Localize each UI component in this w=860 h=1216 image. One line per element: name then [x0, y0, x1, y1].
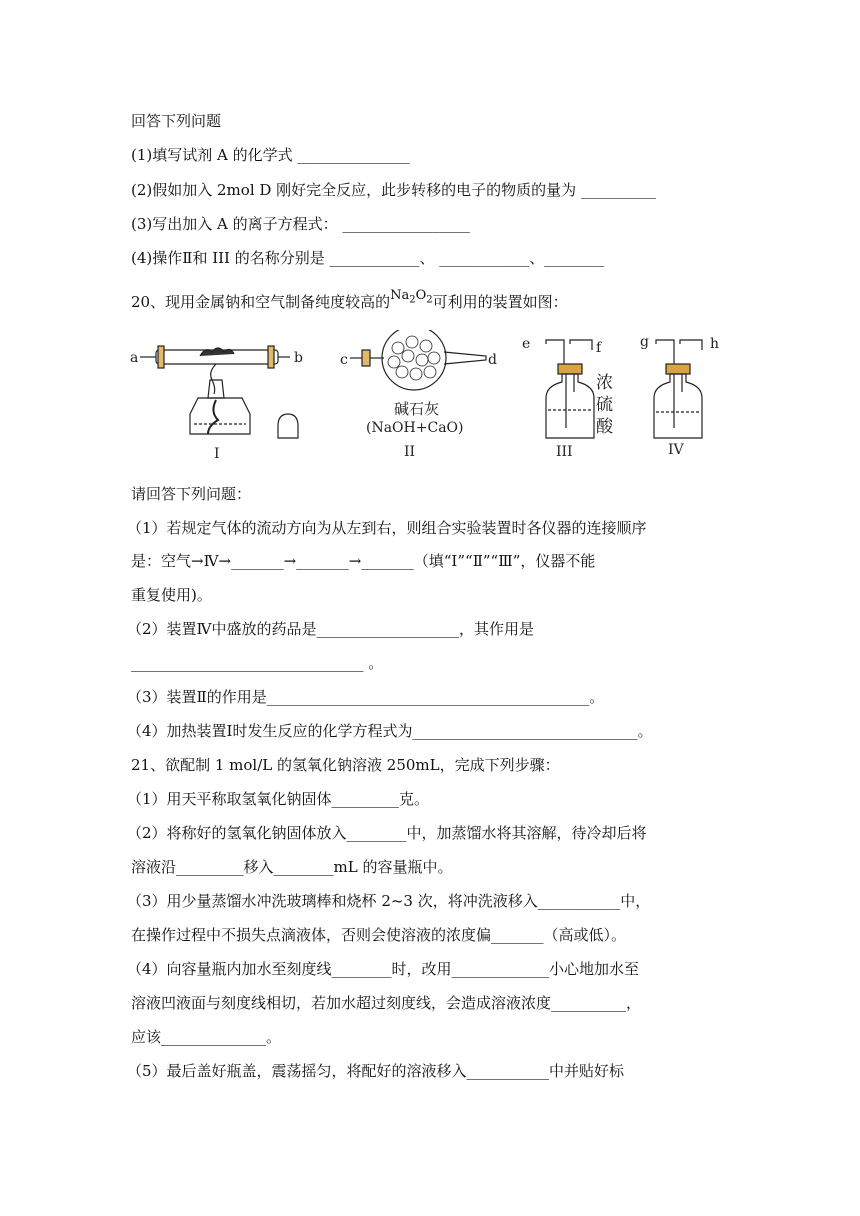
- apparatus-3-label: III: [556, 444, 573, 460]
- q19-part2: (2)假如加入 2mol D 刚好完全反应，此步转移的电子的物质的量为 __________: [131, 181, 656, 199]
- soda-lime-formula: (NaOH+CaO): [366, 420, 464, 436]
- apparatus-figure: [128, 330, 728, 465]
- q21-part3-line1: （3）用少量蒸馏水冲洗玻璃棒和烧杯 2~3 次，将冲洗液移入___________中，: [127, 892, 651, 910]
- q21-part4-line3: 应该______________。: [131, 1028, 282, 1046]
- q20-part1-line3: 重复使用)。: [131, 586, 212, 604]
- q20-title-post: 可利用的装置如图：: [432, 293, 568, 311]
- q20-part2-line1: （2）装置Ⅳ中盛放的药品是___________________，其作用是: [127, 620, 535, 638]
- q19-part1: (1)填写试剂 A 的化学式 _______________: [131, 146, 410, 164]
- label-b: b: [294, 350, 303, 366]
- apparatus-2-label: II: [404, 444, 416, 460]
- apparatus-3: [546, 340, 594, 438]
- q20-part3: （3）装置Ⅱ的作用是___________________________________________。: [127, 688, 605, 706]
- label-e: e: [522, 336, 531, 352]
- acid-label-3: 酸: [596, 417, 613, 437]
- q19-part4: (4)操作Ⅱ和 III 的名称分别是 ____________、 ____________、________: [131, 249, 605, 267]
- acid-label-1: 浓: [596, 373, 613, 393]
- q20-part2-line2: _______________________________ 。: [131, 654, 384, 672]
- apparatus-1-label: I: [214, 446, 220, 462]
- q20-part1-line2: 是：空气→Ⅳ→_______→_______→_______（填“Ⅰ”“Ⅱ”“Ⅲ”，仪器不能: [131, 552, 596, 570]
- label-a: a: [130, 350, 139, 366]
- acid-label-2: 硫: [596, 395, 613, 415]
- q21-part4-line2: 溶液凹液面与刻度线相切，若加水超过刻度线，会造成溶液浓度__________，: [131, 994, 642, 1012]
- formula-na: Na: [390, 288, 410, 303]
- q21-part2-line2: 溶液沿_________移入________mL 的容量瓶中。: [131, 858, 453, 876]
- q21-part3-line2: 在操作过程中不损失点滴液体，否则会使溶液的浓度偏_______（高或低）。: [131, 926, 627, 944]
- formula-sub2: 2: [426, 294, 433, 306]
- q21-part4-line1: （4）向容量瓶内加水至刻度线________时，改用_____________小心地加水至: [127, 960, 640, 978]
- label-c: c: [340, 352, 348, 368]
- q20-title-pre: 20、现用金属钠和空气制备纯度较高的: [131, 293, 391, 311]
- apparatus-1: [140, 346, 298, 438]
- apparatus-4: [654, 340, 702, 438]
- q19-part3: (3)写出加入 A 的离子方程式： _________________: [131, 215, 470, 233]
- q21-part5: （5）最后盖好瓶盖，震荡摇匀，将配好的溶液移入___________中并贴好标: [127, 1062, 625, 1080]
- formula-sub1: 2: [409, 294, 416, 306]
- label-f: f: [596, 340, 602, 356]
- formula-o: O: [415, 288, 427, 303]
- apparatus-2: [350, 330, 486, 390]
- na2o2-formula: [390, 288, 433, 306]
- q21-part1: （1）用天平称取氢氧化钠固体_________克。: [127, 790, 430, 808]
- q21-part2-line1: （2）将称好的氢氧化钠固体放入________中，加蒸馏水将其溶解，待冷却后将: [127, 824, 647, 842]
- label-d: d: [488, 352, 497, 368]
- q21-title: 21、欲配制 1 mol/L 的氢氧化钠溶液 250mL，完成下列步骤：: [131, 756, 560, 774]
- label-g: g: [640, 334, 649, 350]
- q20-part4: （4）加热装置Ⅰ时发生反应的化学方程式为______________________________。: [127, 722, 653, 740]
- q20-title: [131, 288, 568, 319]
- q20-ask: 请回答下列问题：: [131, 485, 252, 503]
- label-h: h: [710, 336, 720, 352]
- q20-part1-line1: （1）若规定气体的流动方向为从左到右，则组合实验装置时各仪器的连接顺序: [127, 519, 647, 537]
- soda-lime-label: 碱石灰: [394, 400, 440, 418]
- apparatus-4-label: IV: [668, 442, 684, 458]
- q19-intro: 回答下列问题: [131, 112, 222, 130]
